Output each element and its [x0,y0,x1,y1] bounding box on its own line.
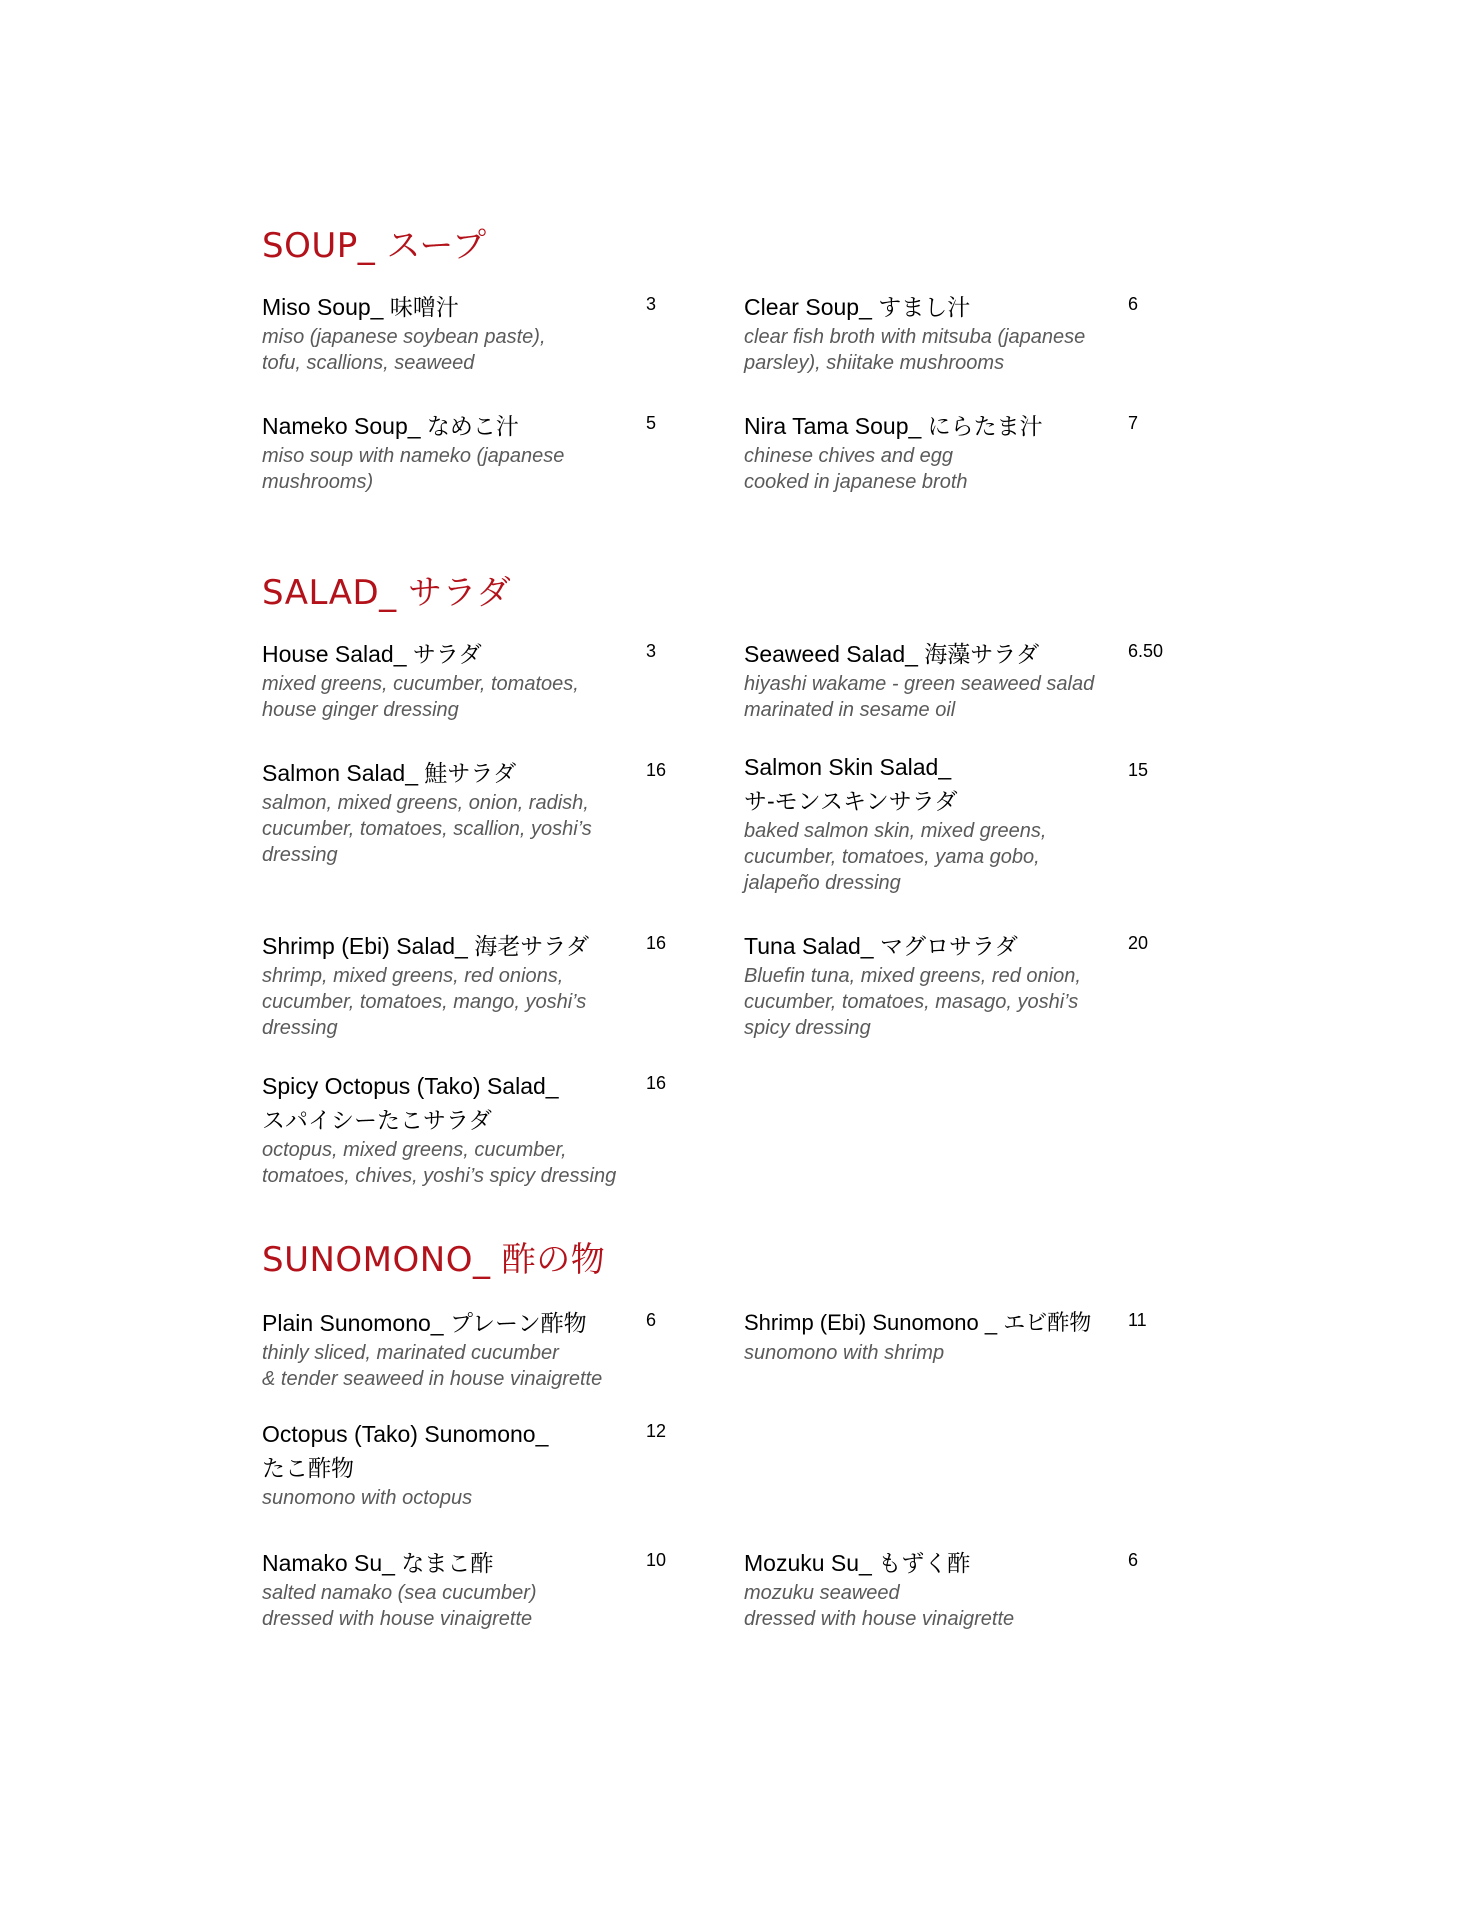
item-name: Shrimp (Ebi) Sunomono _ エビ酢物 [744,1310,1092,1335]
item-price: 16 [646,1073,667,1093]
item-description: clear fish broth with mitsuba (japanese parsley), shiitake mushrooms [744,326,1086,374]
item-price: 7 [1128,413,1139,433]
item-description: salted namako (sea cucumber) dressed with house vinaigrette [262,1582,537,1630]
item-description: mixed greens, cucumber, tomatoes, house ginger dressing [262,673,579,721]
menu-item-house-salad [262,637,742,723]
item-name: Shrimp (Ebi) Salad_ 海老サラダ [262,933,589,959]
menu-item-octopus-sunomono [262,1417,742,1511]
item-price: 11 [1128,1310,1147,1330]
menu-item-nira-tama-soup [744,409,1224,495]
section-title-sunomono: SUNOMONO_ 酢の物 [262,1240,606,1280]
menu-item-miso-soup [262,290,742,376]
item-price: 5 [646,413,657,433]
item-description: octopus, mixed greens, cucumber, tomatoes, chives, yoshi’s spicy dressing [262,1139,617,1187]
item-price: 10 [646,1550,667,1570]
item-description: baked salmon skin, mixed greens, cucumber, tomatoes, yama gobo, jalapeño dressing [744,820,1047,894]
menu-item-shrimp-salad [262,929,742,1041]
menu-item-tuna-salad [744,929,1224,1041]
menu-item-clear-soup [744,290,1224,376]
item-price: 20 [1128,933,1149,953]
item-price: 6 [646,1310,657,1330]
menu-item-nameko-soup [262,409,742,495]
item-name: House Salad_ サラダ [262,641,482,667]
item-price: 15 [1128,760,1149,780]
item-name: Seaweed Salad_ 海藻サラダ [744,641,1040,667]
item-name: Octopus (Tako) Sunomono_ たこ酢物 [262,1421,549,1481]
menu-item-salmon-salad [262,756,742,868]
item-name: Nira Tama Soup_ にらたま汁 [744,413,1043,439]
item-description: salmon, mixed greens, onion, radish, cucumber, tomatoes, scallion, yoshi’s dressing [262,792,592,866]
item-description: sunomono with shrimp [744,1342,945,1364]
section-title-soup: SOUP_ スープ [262,226,487,266]
item-price: 6 [1128,294,1139,314]
item-description: miso soup with nameko (japanese mushrooms) [262,445,565,493]
menu-item-salmon-skin-salad [744,750,1224,896]
item-description: hiyashi wakame - green seaweed salad marinated in sesame oil [744,673,1095,721]
item-description: thinly sliced, marinated cucumber & tender seaweed in house vinaigrette [262,1342,603,1390]
item-name: Salmon Skin Salad_ サ-モンスキンサラダ [744,754,958,814]
item-description: Bluefin tuna, mixed greens, red onion, cucumber, tomatoes, masago, yoshi’s spicy dressing [744,965,1081,1039]
item-name: Spicy Octopus (Tako) Salad_ スパイシーたこサラダ [262,1073,559,1133]
menu-item-seaweed-salad [744,637,1224,723]
section-title-salad: SALAD_ サラダ [262,573,512,613]
item-description: sunomono with octopus [262,1487,473,1509]
item-price: 16 [646,760,667,780]
item-description: mozuku seaweed dressed with house vinaigrette [744,1582,1015,1630]
menu-item-shrimp-sunomono [744,1306,1224,1366]
item-name: Mozuku Su_ もずく酢 [744,1550,971,1576]
item-name: Namako Su_ なまこ酢 [262,1550,494,1576]
item-name: Salmon Salad_ 鮭サラダ [262,760,517,786]
item-price: 12 [646,1421,667,1441]
item-description: shrimp, mixed greens, red onions, cucumber, tomatoes, mango, yoshi’s dressing [262,965,587,1039]
item-name: Nameko Soup_ なめこ汁 [262,413,519,439]
item-description: chinese chives and egg cooked in japanese broth [744,445,968,493]
item-name: Clear Soup_ すまし汁 [744,294,971,320]
menu-item-plain-sunomono [262,1306,742,1392]
item-name: Plain Sunomono_ プレーン酢物 [262,1310,587,1336]
item-price: 3 [646,641,657,661]
item-price: 3 [646,294,657,314]
item-description: miso (japanese soybean paste), tofu, scallions, seaweed [262,326,546,374]
menu-item-spicy-octopus-salad [262,1069,742,1189]
item-name: Miso Soup_ 味噌汁 [262,294,459,320]
item-price: 6.50 [1128,641,1164,661]
item-price: 6 [1128,1550,1139,1570]
menu-item-namako-su [262,1546,742,1632]
menu-item-mozuku-su [744,1546,1224,1632]
item-price: 16 [646,933,667,953]
item-name: Tuna Salad_ マグロサラダ [744,933,1018,959]
